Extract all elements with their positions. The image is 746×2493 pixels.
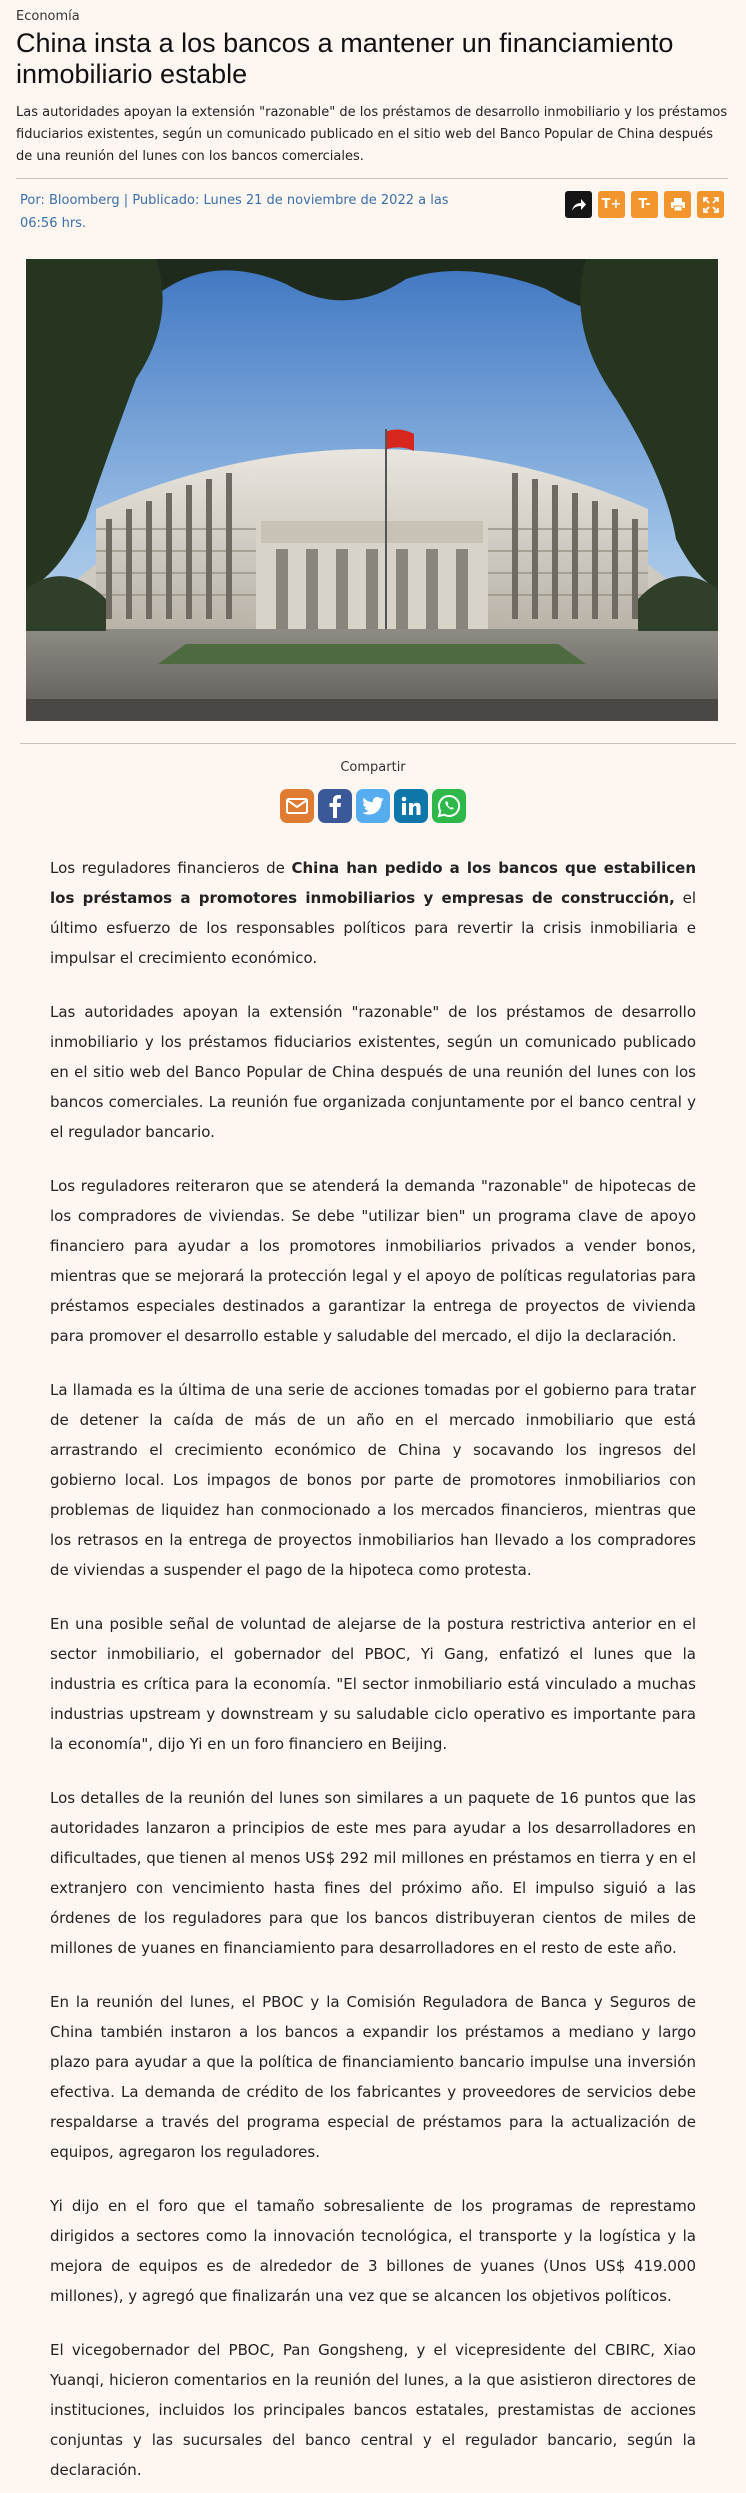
fullscreen-glyph (703, 197, 719, 213)
section-label[interactable]: Economía (16, 9, 80, 24)
whatsapp-glyph (437, 794, 461, 818)
share-divider (20, 743, 736, 744)
linkedin-glyph (401, 796, 421, 816)
twitter-glyph (362, 797, 384, 815)
paragraph-6: Los detalles de la reunión del lunes son similares a un paquete de 16 puntos que las autoridades lanzaron a principios de este mes para ayudar a los desarrolladores en dificultades, que tienen al menos US$ 292 mil millones en préstamos en tierra y en el extranjero con vencimiento hasta fines del próximo año. El impulso siguió a las órdenes de los reguladores para que los bancos distribuyeran cientos de miles de millones de yuanes en financiamiento para desarrolladores en el resto de este año. (50, 1789, 696, 1957)
paragraph-5: En una posible señal de voluntad de alejarse de la postura restrictiva anterior en el sector inmobiliario, el gobernador del PBOC, Yi Gang, enfatizó el lunes que la industria es crítica para la economía. "El sector inmobiliario está vinculado a muchas industrias upstream y downstream y su saludable ciclo operativo es importante para la economía", dijo Yi en un foro financiero en Beijing. (50, 1615, 696, 1753)
article-subtitle: Las autoridades apoyan la extensión "razonable" de los préstamos de desarrollo inmobiliario y los préstamos fiduciarios existentes, según un comunicado publicado en el sitio web del Banco Popular de China después de una reunión del lunes con los bancos comerciales. (16, 102, 728, 179)
share-label: Compartir (340, 760, 406, 775)
page-title: China insta a los bancos a mantener un financiamiento inmobiliario estable (16, 28, 674, 89)
font-decrease-button[interactable]: T- (631, 191, 658, 218)
bank-building-illustration (26, 259, 718, 721)
paragraph-1-rest: el último esfuerzo de los responsables políticos para revertir la crisis inmobiliaria e impulsar el crecimiento económico. (50, 889, 696, 967)
email-share-icon[interactable] (280, 789, 314, 823)
whatsapp-share-icon[interactable] (432, 789, 466, 823)
hero-image (26, 259, 718, 721)
article-body (0, 853, 746, 2485)
paragraph-9: El vicegobernador del PBOC, Pan Gongsheng, y el vicepresidente del CBIRC, Xiao Yuanqi, hicieron comentarios en la reunión del lunes, a la que asistieron directores de instituciones, incluidos los principales bancos estatales, prestamistas de acciones conjuntas y las sucursales del banco central y el regulador bancario, según la declaración. (50, 2341, 696, 2479)
twitter-share-icon[interactable] (356, 789, 390, 823)
email-glyph (286, 798, 308, 814)
linkedin-share-icon[interactable] (394, 789, 428, 823)
share-buttons (0, 789, 746, 823)
paragraph-1 (50, 853, 696, 973)
meta-row (16, 183, 730, 239)
share-arrow-glyph (571, 198, 587, 212)
article-tools (565, 191, 724, 218)
byline: Por: Bloomberg | Publicado: Lunes 21 de noviembre de 2022 a las 06:56 hrs. (20, 193, 449, 231)
paragraph-3: Los reguladores reiteraron que se atenderá la demanda "razonable" de hipotecas de los compradores de viviendas. Se debe "utilizar bien" un programa clave de apoyo financiero para ayudar a los promotores inmobiliarios privados a vender bonos, mientras que se mejorará la protección legal y el apoyo de políticas regulatorias para préstamos especiales destinados a garantizar la entrega de proyectos de vivienda para promover el desarrollo estable y saludable del mercado, el dijo la declaración. (50, 1177, 696, 1345)
paragraph-4: La llamada es la última de una serie de acciones tomadas por el gobierno para tratar de detener la caída de más de un año en el mercado inmobiliario que está arrastrando el crecimiento económico de China y socavando los ingresos del gobierno local. Los impagos de bonos por parte de promotores inmobiliarios con problemas de liquidez han conmocionado a los mercados financieros, mientras que los retrasos en la entrega de proyectos inmobiliarios han llevado a los compradores de viviendas a suspender el pago de la hipoteca como protesta. (50, 1381, 696, 1579)
print-glyph (670, 197, 686, 212)
share-arrow-icon[interactable] (565, 191, 592, 218)
paragraph-1-lead: Los reguladores financieros de (50, 859, 292, 877)
facebook-share-icon[interactable] (318, 789, 352, 823)
paragraph-2: Las autoridades apoyan la extensión "razonable" de los préstamos de desarrollo inmobiliario y los préstamos fiduciarios existentes, según un comunicado publicado en el sitio web del Banco Popular de China después de una reunión del lunes con los bancos comerciales. La reunión fue organizada conjuntamente por el banco central y el regulador bancario. (50, 1003, 696, 1141)
print-icon[interactable] (664, 191, 691, 218)
paragraph-8: Yi dijo en el foro que el tamaño sobresaliente de los programas de represtamo dirigidos a sectores como la innovación tecnológica, el transporte y la logística y la mejora de equipos es de alrededor de 3 billones de yuanes (Unos US$ 419.000 millones), y agregó que finalizarán una vez que se alcancen los objetivos políticos. (50, 2197, 696, 2305)
font-increase-button[interactable]: T+ (598, 191, 625, 218)
paragraph-1-highlight: China han pedido a los bancos que estabilicen los préstamos a promotores inmobiliarios y empresas de construcción, (50, 859, 696, 907)
fullscreen-icon[interactable] (697, 191, 724, 218)
facebook-glyph (328, 794, 342, 818)
paragraph-7: En la reunión del lunes, el PBOC y la Comisión Reguladora de Banca y Seguros de China también instaron a los bancos a expandir los préstamos a mediano y largo plazo para ayudar a que la política de financiamiento bancario impulse una inversión efectiva. La demanda de crédito de los fabricantes y proveedores de servicios debe respaldarse a través del programa especial de préstamos para la actualización de equipos, agregaron los reguladores. (50, 1993, 696, 2161)
